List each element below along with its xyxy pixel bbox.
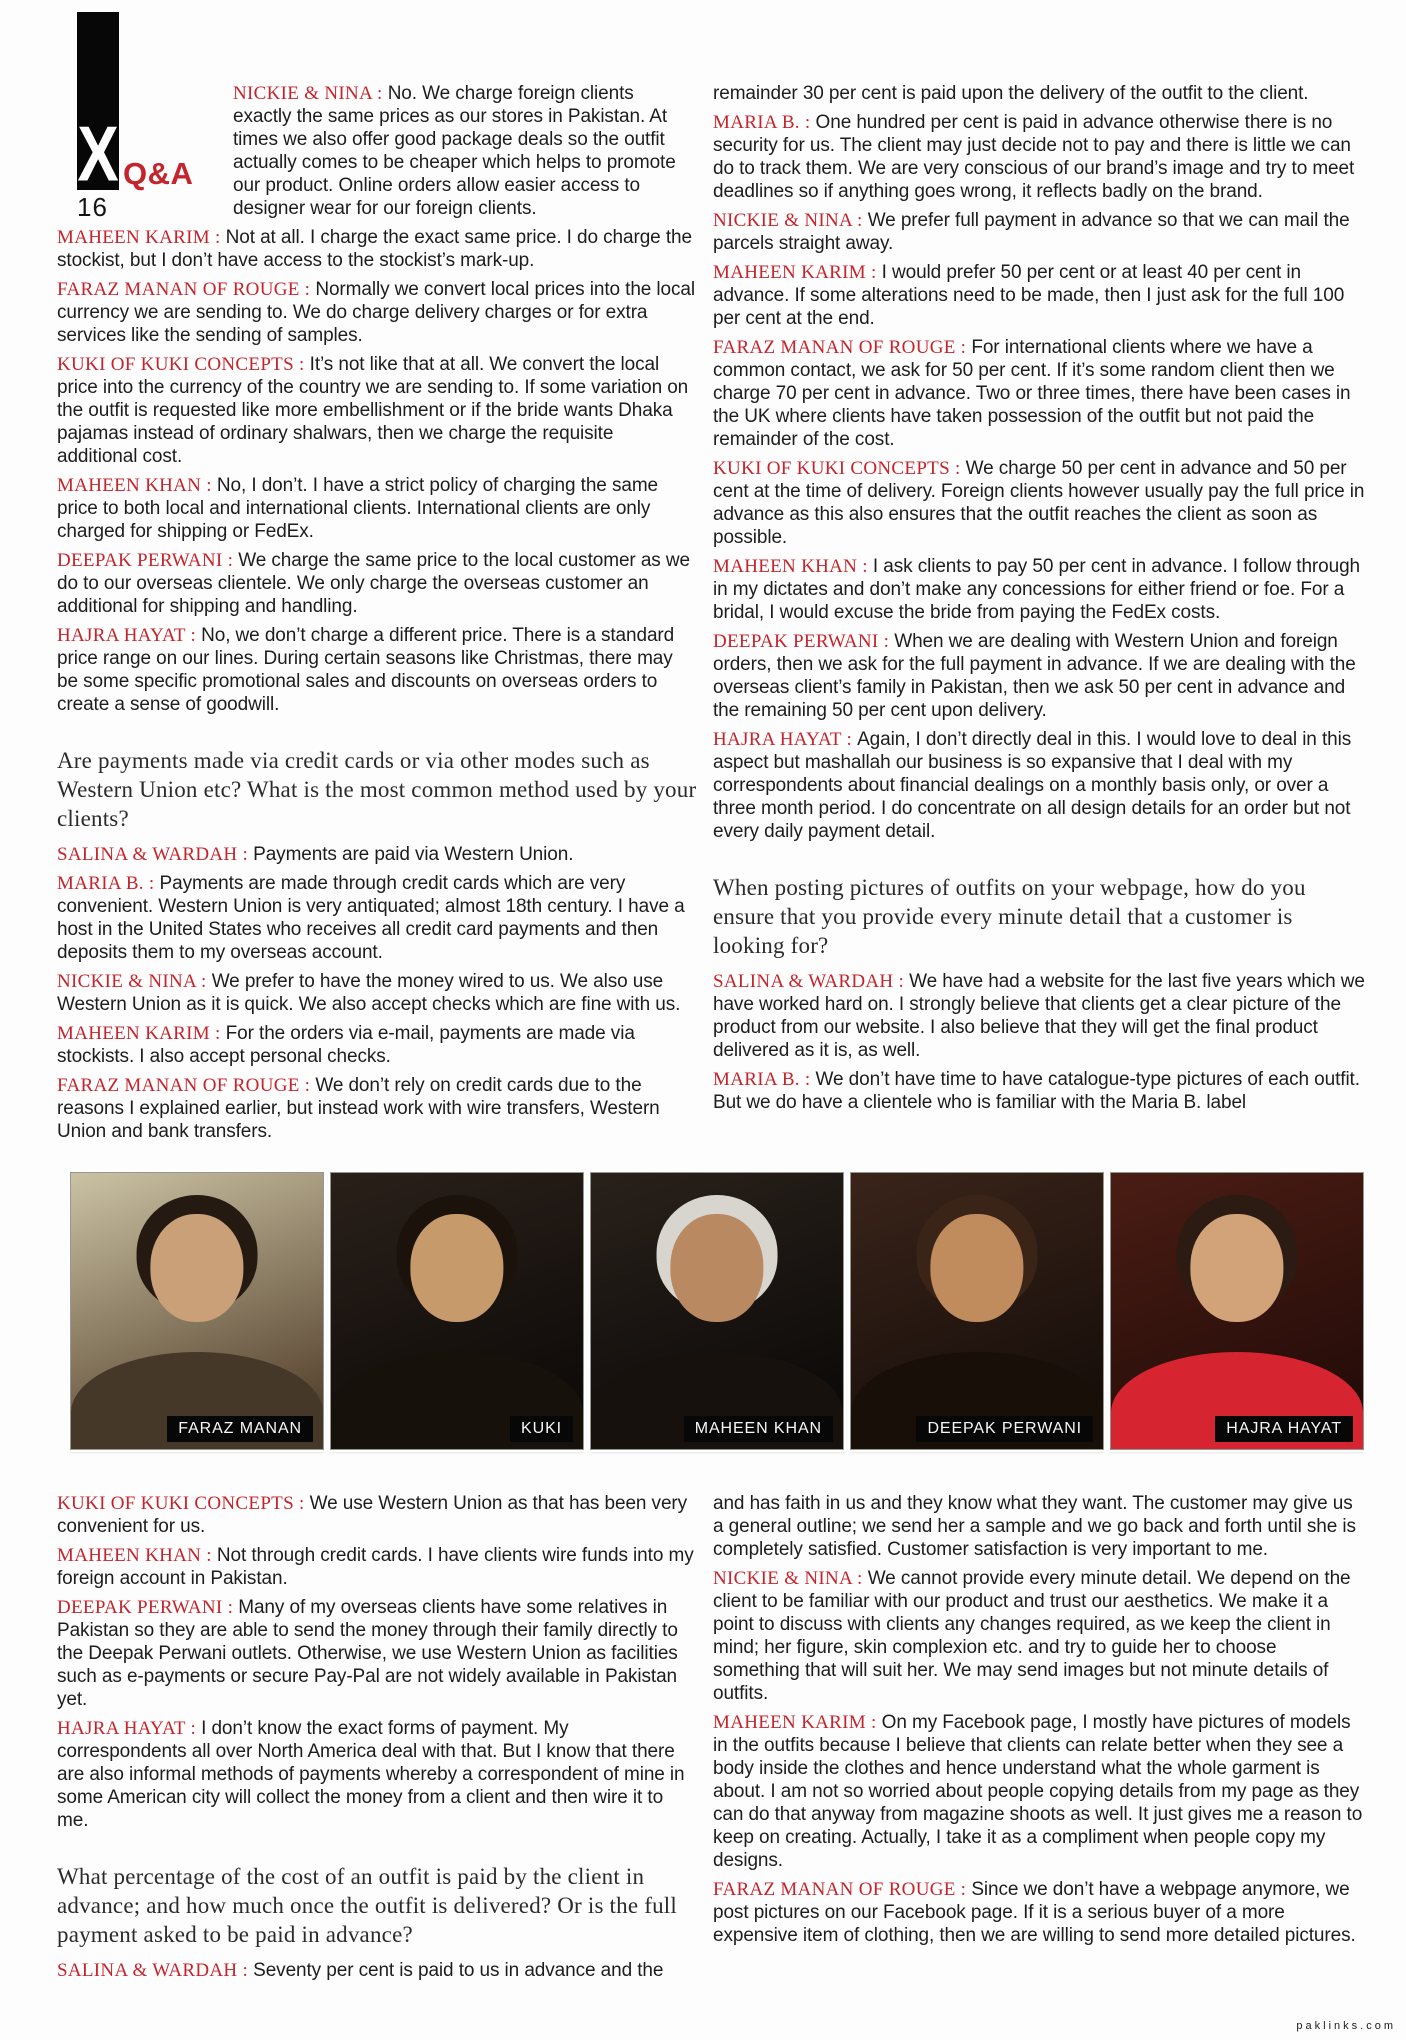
answer-paragraph: MARIA B. : We don’t have time to have catalogue-type pictures of each outfit. But we do have a clientele who is familiar with the Maria B. label [713,1069,1360,1113]
answer-paragraph: DEEPAK PERWANI : When we are dealing with Western Union and foreign orders, then we ask for the full payment in advance. If we are dealing with the overseas client’s family in Pakistan, then we ask 50 per cent in advance and the remaining 50 per cent upon delivery. [713,631,1356,721]
speaker-name: KUKI OF KUKI CONCEPTS : [57,1493,310,1514]
answer-paragraph: NICKIE & NINA : We prefer full payment in advance so that we can mail the parcels straight away. [713,210,1350,254]
speaker-name: MARIA B. : [713,112,816,133]
column-bottom-left [57,1492,697,1988]
speaker-name: SALINA & WARDAH : [57,1960,254,1981]
answer-paragraph: MAHEEN KARIM : On my Facebook page, I mostly have pictures of models in the outfits because I believe that clients can relate better when they see a body inside the clothes and hence understand what the whole garment is about. I am not so worried about people copying details from my page as they can do that anyway from magazine shoots as well. It just gives me a reason to keep on creating. Actually, I take it as a compliment when people copy my designs. [713,1712,1363,1871]
portrait-face [1190,1214,1283,1322]
photo-caption: MAHEEN KHAN [684,1416,833,1442]
speaker-name: MAHEEN KHAN : [57,1545,217,1566]
portrait-face [930,1214,1023,1322]
answer-paragraph: MAHEEN KARIM : Not at all. I charge the exact same price. I do charge the stockist, but I don’t have access to the stockist’s mark-up. [57,227,692,271]
question-text: Are payments made via credit cards or via other modes such as Western Union etc? What is the most common method used by your clients? [57,748,697,831]
speaker-name: NICKIE & NINA : [57,971,212,992]
logo-x-letter: X [77,111,119,198]
answer-paragraph: MAHEEN KHAN : I ask clients to pay 50 per cent in advance. I follow through in my dictates and don’t make any concessions for either friend or foe. For a bridal, I would excuse the bride from paying the FedEx costs. [713,556,1361,623]
speaker-name: MAHEEN KARIM : [713,262,882,283]
answer-paragraph: KUKI OF KUKI CONCEPTS : We use Western Union as that has been very convenient for us. [57,1493,688,1537]
speaker-name: MARIA B. : [713,1069,816,1090]
answer-paragraph: MAHEEN KHAN : No, I don’t. I have a strict policy of charging the same price to both local and international clients. International clients are only charged for shipping or FedEx. [57,475,659,542]
speaker-name: MAHEEN KARIM : [57,227,226,248]
speaker-name: MAHEEN KARIM : [713,1712,882,1733]
photo-caption: FARAZ MANAN [167,1416,313,1442]
section-label: Q&A [123,156,194,191]
portrait-photo [850,1172,1104,1450]
column-bottom-right [713,1492,1365,1953]
continuation-paragraph: and has faith in us and they know what they want. The customer may give us a general outline; we send her a sample and we go back and forth until she is completely satisfied. Customer satisfaction is very important to me. [713,1493,1356,1560]
speaker-name: SALINA & WARDAH : [57,844,254,865]
answer-paragraph: MARIA B. : Payments are made through credit cards which are very convenient. Western Union is very antiquated; almost 18th century. I have a host in the United States who receives all credit card payments and then deposits them to my overseas account. [57,873,685,963]
speaker-name: MARIA B. : [57,873,160,894]
speaker-name: DEEPAK PERWANI : [57,550,239,571]
answer-paragraph: HAJRA HAYAT : I don’t know the exact forms of payment. My correspondents all over North America deal with that. But I know that there are also informal methods of payments whereby a correspondent of mine in some American city will collect the money from a client and then wire it to me. [57,1718,685,1831]
speaker-name: NICKIE & NINA : [233,83,388,104]
photo-caption: KUKI [510,1416,573,1442]
answer-paragraph: NICKIE & NINA : We cannot provide every minute detail. We depend on the client to be familiar with our product and trust our aesthetics. We make it a point to discuss with clients any changes required, as we keep the client in mind; her figure, skin complexion etc. and try to guide her to choose something that will suit her. We may send images but not minute details of outfits. [713,1568,1351,1704]
answer-paragraph: FARAZ MANAN OF ROUGE : We don’t rely on credit cards due to the reasons I explained earlier, but instead work with wire transfers, Western Union and bank transfers. [57,1075,660,1142]
page-number: 16 [77,192,108,222]
speaker-name: FARAZ MANAN OF ROUGE : [57,279,316,300]
speaker-name: KUKI OF KUKI CONCEPTS : [713,458,966,479]
answer-paragraph: SALINA & WARDAH : Payments are paid via Western Union. [57,844,574,865]
photo-caption: HAJRA HAYAT [1215,1416,1353,1442]
portrait-photo [70,1172,324,1450]
speaker-name: KUKI OF KUKI CONCEPTS : [57,354,310,375]
speaker-name: MAHEEN KHAN : [57,475,217,496]
answer-paragraph: MAHEEN KHAN : Not through credit cards. I have clients wire funds into my foreign account in Pakistan. [57,1545,694,1589]
answer-paragraph: NICKIE & NINA : We prefer to have the money wired to us. We also use Western Union as it is quick. We also accept checks which are fine with us. [57,971,681,1015]
answer-paragraph: MAHEEN KARIM : I would prefer 50 per cent or at least 40 per cent in advance. If some alterations need to be made, then I just ask for the full 100 per cent at the end. [713,262,1345,329]
speaker-name: FARAZ MANAN OF ROUGE : [713,1879,972,1900]
answer-paragraph: DEEPAK PERWANI : We charge the same price to the local customer as we do to our overseas clientele. We only charge the overseas customer an additional for shipping and handling. [57,550,690,617]
answer-paragraph: NICKIE & NINA : No. We charge foreign clients exactly the same prices as our stores in Pakistan. At times we also offer good package deals so the outfit actually comes to be cheaper which helps to promote our product. Online orders allow easier access to designer wear for our foreign clients. [233,83,676,219]
answer-paragraph: SALINA & WARDAH : Seventy per cent is paid to us in advance and the [57,1960,664,1981]
speaker-name: FARAZ MANAN OF ROUGE : [713,337,972,358]
continuation-paragraph: remainder 30 per cent is paid upon the delivery of the outfit to the client. [713,83,1309,104]
portrait-photo [590,1172,844,1450]
column-top-right [713,82,1365,1120]
speaker-name: NICKIE & NINA : [713,1568,868,1589]
portrait-face [150,1214,243,1322]
portrait-photo [1110,1172,1364,1450]
speaker-name: MAHEEN KHAN : [713,556,873,577]
answer-paragraph: FARAZ MANAN OF ROUGE : Normally we convert local prices into the local currency we are sending to. We do charge delivery charges or for extra services like the sending of samples. [57,279,696,346]
answer-paragraph: FARAZ MANAN OF ROUGE : For international clients where we have a common contact, we ask for 50 per cent. If it’s some random client then we charge 70 per cent in advance. Two or three times, there have been cases in the UK where clients have taken possession of the outfit but not paid the remainder of the cost. [713,337,1351,450]
answer-paragraph: HAJRA HAYAT : Again, I don’t directly deal in this. I would love to deal in this aspect but mashallah our business is so expansive that I deal with my correspondents about financial dealings on a monthly basis only, or over a three month period. I do concentrate on all design details for an order but not every daily payment detail. [713,729,1352,842]
photo-caption: DEEPAK PERWANI [916,1416,1093,1442]
watermark: paklinks.com [1296,2020,1396,2032]
answer-paragraph: SALINA & WARDAH : We have had a website for the last five years which we have worked hard on. I strongly believe that clients get a clear picture of the product from our website. I also believe that they will get the final product delivered as it is, as well. [713,971,1365,1061]
speaker-name: HAJRA HAYAT : [57,625,202,646]
speaker-name: DEEPAK PERWANI : [713,631,895,652]
question-text: When posting pictures of outfits on your webpage, how do you ensure that you provide every minute detail that a customer is looking for? [713,875,1306,958]
speaker-name: DEEPAK PERWANI : [57,1597,239,1618]
portrait-face [670,1214,763,1322]
portrait-face [410,1214,503,1322]
speaker-name: FARAZ MANAN OF ROUGE : [57,1075,316,1096]
speaker-name: HAJRA HAYAT : [57,1718,202,1739]
answer-paragraph: FARAZ MANAN OF ROUGE : Since we don’t have a webpage anymore, we post pictures on our Facebook page. If it is a serious buyer of a more expensive item of clothing, then we are willing to send more detailed pictures. [713,1879,1356,1946]
speaker-name: NICKIE & NINA : [713,210,868,231]
answer-paragraph: KUKI OF KUKI CONCEPTS : We charge 50 per cent in advance and 50 per cent at the time of delivery. Foreign clients however usually pay the full price in advance as this also ensures that the outfit reaches the client as soon as possible. [713,458,1365,548]
answer-paragraph: KUKI OF KUKI CONCEPTS : It’s not like that at all. We convert the local price into the currency of the country we are sending to. If some variation on the outfit is requested like more embellishment or if the bride wants Dhaka pajamas instead of ordinary shalwars, then we charge the requisite additional cost. [57,354,689,467]
answer-paragraph: HAJRA HAYAT : No, we don’t charge a different price. There is a standard price range on our lines. During certain seasons like Christmas, there may be some specific promotional sales and discounts on overseas orders to create a sense of goodwill. [57,625,675,715]
column-top-left [57,82,697,1149]
speaker-name: HAJRA HAYAT : [713,729,858,750]
answer-paragraph: MAHEEN KARIM : For the orders via e-mail, payments are made via stockists. I also accept personal checks. [57,1023,635,1067]
photo-strip [70,1172,1364,1450]
question-text: What percentage of the cost of an outfit is paid by the client in advance; and how much once the outfit is delivered? Or is the full payment asked to be paid in advance? [57,1864,677,1947]
speaker-name: SALINA & WARDAH : [713,971,910,992]
speaker-name: MAHEEN KARIM : [57,1023,226,1044]
portrait-photo [330,1172,584,1450]
answer-paragraph: DEEPAK PERWANI : Many of my overseas clients have some relatives in Pakistan so they are able to send the money through their family directly to the Deepak Perwani outlets. Otherwise, we use Western Union as facilities such as e-payments or secure Pay-Pal are not widely available in Pakistan yet. [57,1597,678,1710]
answer-paragraph: MARIA B. : One hundred per cent is paid in advance otherwise there is no security for us. The client may just decide not to pay and there is little we can do to track them. We are very conscious of our brand’s image and try to meet deadlines so if anything goes wrong, it reflects badly on the brand. [713,112,1355,202]
